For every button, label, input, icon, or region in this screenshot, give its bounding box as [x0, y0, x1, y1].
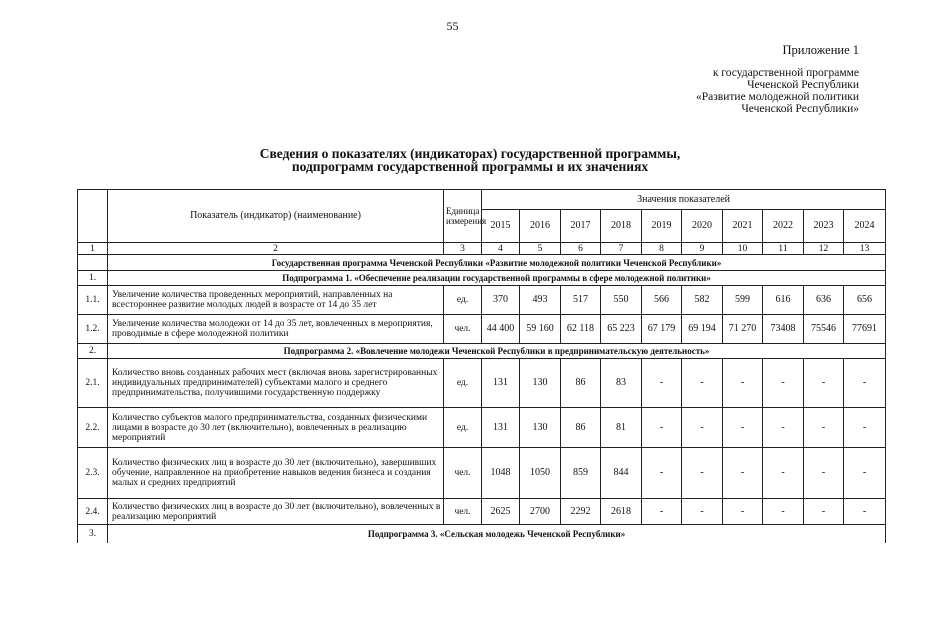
- indicator-value: 83: [601, 359, 642, 408]
- program-title: Государственная программа Чеченской Республики «Развитие молодежной политики Чеченской Республики»: [108, 255, 886, 271]
- column-number: 10: [723, 243, 763, 255]
- section-row: [78, 525, 886, 543]
- indicator-value: 86: [561, 408, 601, 448]
- indicator-value: 844: [601, 448, 642, 499]
- indicator-value: 73408: [763, 315, 804, 344]
- header-indicator: Показатель (индикатор) (наименование): [108, 190, 444, 243]
- indicator-unit: чел.: [444, 448, 482, 499]
- indicator-value: 493: [520, 286, 561, 315]
- document-title-line: Сведения о показателях (индикаторах) государственной программы,: [259, 146, 681, 161]
- section-row: [78, 344, 886, 359]
- indicator-value: 517: [561, 286, 601, 315]
- indicator-row: [78, 286, 886, 315]
- indicator-value: -: [844, 499, 886, 525]
- indicator-value: -: [723, 499, 763, 525]
- indicator-value: 582: [682, 286, 723, 315]
- section-title: Подпрограмма 3. «Сельская молодежь Чеченской Республики»: [108, 525, 886, 543]
- header-values-group: Значения показателей: [482, 190, 886, 210]
- indicator-value: -: [804, 499, 844, 525]
- annex-line: Чеченской Республики: [747, 79, 859, 91]
- section-title: Подпрограмма 2. «Вовлечение молодежи Чеченской Республики в предпринимательскую деятельность»: [108, 344, 886, 359]
- indicator-value: -: [763, 448, 804, 499]
- indicator-value: 69 194: [682, 315, 723, 344]
- indicator-value: -: [723, 448, 763, 499]
- indicator-num: 1.2.: [78, 315, 108, 344]
- indicator-unit: ед.: [444, 359, 482, 408]
- document-title-line: подпрограмм государственной программы и их значениях: [291, 159, 649, 174]
- header-year: 2024: [844, 210, 886, 243]
- indicator-row: [78, 315, 886, 344]
- indicator-value: 86: [561, 359, 601, 408]
- header-year: 2015: [482, 210, 520, 243]
- indicator-unit: ед.: [444, 408, 482, 448]
- indicator-value: 1050: [520, 448, 561, 499]
- annex-line: к государственной программе: [712, 67, 859, 79]
- indicator-value: -: [804, 448, 844, 499]
- indicator-value: 2625: [482, 499, 520, 525]
- indicator-value: -: [682, 499, 723, 525]
- indicator-value: 62 118: [561, 315, 601, 344]
- indicator-row: [78, 499, 886, 525]
- indicator-value: 44 400: [482, 315, 520, 344]
- indicator-value: -: [844, 408, 886, 448]
- column-number: 11: [763, 243, 804, 255]
- indicator-value: 131: [482, 359, 520, 408]
- indicator-value: -: [844, 359, 886, 408]
- indicator-row: [78, 448, 886, 499]
- indicator-unit: чел.: [444, 315, 482, 344]
- indicator-value: 616: [763, 286, 804, 315]
- indicator-value: -: [723, 359, 763, 408]
- column-number: 12: [804, 243, 844, 255]
- indicator-value: -: [682, 448, 723, 499]
- indicator-num: 2.1.: [78, 359, 108, 408]
- indicator-value: 65 223: [601, 315, 642, 344]
- indicator-name: Количество субъектов малого предпринимательства, созданных физическими лицами в возрасте до 30 лет (включительно), вовлеченных в реализацию мероприятий: [108, 408, 444, 448]
- header-year: 2018: [601, 210, 642, 243]
- indicator-value: 81: [601, 408, 642, 448]
- indicator-value: 2700: [520, 499, 561, 525]
- indicator-value: 550: [601, 286, 642, 315]
- column-number: 3: [444, 243, 482, 255]
- indicator-value: 71 270: [723, 315, 763, 344]
- indicator-value: -: [642, 448, 682, 499]
- column-numbers-row: [78, 243, 886, 255]
- indicator-value: 599: [723, 286, 763, 315]
- column-number: 4: [482, 243, 520, 255]
- indicator-row: [78, 408, 886, 448]
- indicator-value: -: [763, 499, 804, 525]
- header-row: [78, 190, 886, 210]
- header-year: 2022: [763, 210, 804, 243]
- indicator-value: -: [723, 408, 763, 448]
- indicator-value: 77691: [844, 315, 886, 344]
- indicator-value: 130: [520, 408, 561, 448]
- header-year: 2017: [561, 210, 601, 243]
- indicator-value: 2618: [601, 499, 642, 525]
- column-number: 7: [601, 243, 642, 255]
- column-number: 1: [78, 243, 108, 255]
- annex-subtitle: [696, 67, 859, 115]
- indicator-name: Количество физических лиц в возрасте до 30 лет (включительно), вовлеченных в реализацию мероприятий: [108, 499, 444, 525]
- indicator-unit: ед.: [444, 286, 482, 315]
- annex-line: Чеченской Республики»: [741, 103, 859, 115]
- header-year: 2020: [682, 210, 723, 243]
- column-number: 2: [108, 243, 444, 255]
- annex-line: «Развитие молодежной политики: [696, 91, 859, 103]
- indicator-unit: чел.: [444, 499, 482, 525]
- document-title: [0, 147, 940, 173]
- indicator-value: -: [804, 408, 844, 448]
- header-year: 2021: [723, 210, 763, 243]
- indicator-value: -: [844, 448, 886, 499]
- indicator-value: -: [682, 408, 723, 448]
- indicator-value: 130: [520, 359, 561, 408]
- header-year: 2016: [520, 210, 561, 243]
- indicator-num: 1.1.: [78, 286, 108, 315]
- indicator-value: -: [763, 408, 804, 448]
- column-number: 5: [520, 243, 561, 255]
- indicator-value: 2292: [561, 499, 601, 525]
- column-number: 9: [682, 243, 723, 255]
- indicator-name: Увеличение количества проведенных мероприятий, направленных на всестороннее развитие молодых людей в возрасте от 14 до 35 лет: [108, 286, 444, 315]
- indicators-table: [77, 189, 886, 543]
- program-num-cell: [78, 255, 108, 271]
- section-title: Подпрограмма 1. «Обеспечение реализации государственной программы в сфере молодежной политики»: [108, 271, 886, 286]
- indicator-value: -: [804, 359, 844, 408]
- column-number: 8: [642, 243, 682, 255]
- indicator-value: 636: [804, 286, 844, 315]
- header-num-cell: [78, 190, 108, 243]
- header-year: 2023: [804, 210, 844, 243]
- page-number: 55: [446, 19, 459, 33]
- indicator-num: 2.3.: [78, 448, 108, 499]
- indicator-value: -: [682, 359, 723, 408]
- indicator-value: -: [642, 499, 682, 525]
- program-row: [78, 255, 886, 271]
- indicator-value: -: [763, 359, 804, 408]
- indicator-row: [78, 359, 886, 408]
- indicator-value: -: [642, 408, 682, 448]
- section-row: [78, 271, 886, 286]
- indicator-num: 2.2.: [78, 408, 108, 448]
- indicator-value: 656: [844, 286, 886, 315]
- indicator-value: 1048: [482, 448, 520, 499]
- annex-title: Приложение 1: [782, 43, 859, 57]
- indicator-value: 370: [482, 286, 520, 315]
- section-num: 3.: [78, 525, 108, 543]
- header-unit: Единица измерения: [444, 190, 482, 243]
- section-num: 1.: [78, 271, 108, 286]
- indicator-value: 67 179: [642, 315, 682, 344]
- indicator-value: 859: [561, 448, 601, 499]
- indicator-name: Количество вновь созданных рабочих мест (включая вновь зарегистрированных индивидуальных предпринимателей) субъектами малого и среднего предпринимательства, получившими государственную поддержку: [108, 359, 444, 408]
- indicator-value: 566: [642, 286, 682, 315]
- column-number: 6: [561, 243, 601, 255]
- column-number: 13: [844, 243, 886, 255]
- indicator-name: Увеличение количества молодежи от 14 до 35 лет, вовлеченных в мероприятия, проводимые в сфере молодежной политики: [108, 315, 444, 344]
- indicator-value: 75546: [804, 315, 844, 344]
- indicator-value: 131: [482, 408, 520, 448]
- indicator-value: -: [642, 359, 682, 408]
- section-num: 2.: [78, 344, 108, 359]
- indicator-num: 2.4.: [78, 499, 108, 525]
- indicator-name: Количество физических лиц в возрасте до 30 лет (включительно), завершивших обучение, направленное на приобретение навыков ведения бизнеса и создания малых и средних предприятий: [108, 448, 444, 499]
- header-year: 2019: [642, 210, 682, 243]
- indicator-value: 59 160: [520, 315, 561, 344]
